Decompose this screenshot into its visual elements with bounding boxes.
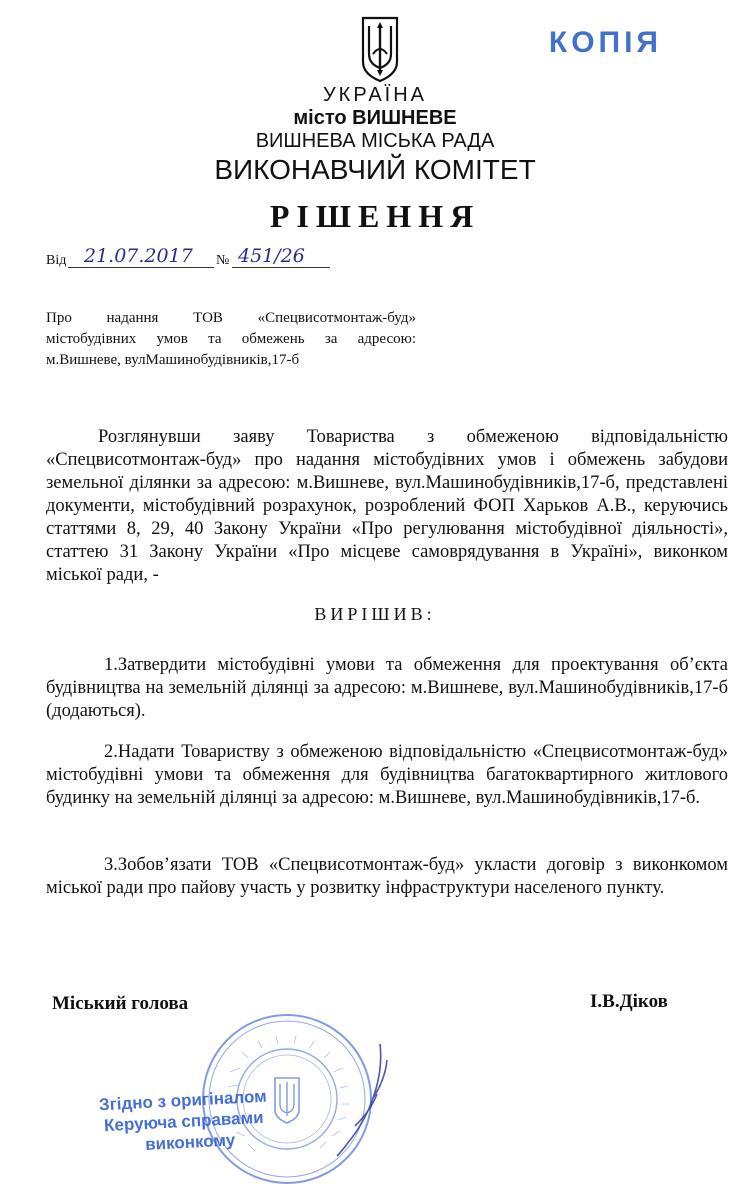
resolution-item-2: 2.Надати Товариству з обмеженою відповідальністю «Спецвисотмонтаж-буд» містобудівні умови та обмеження для будівництва багатоквартирного житлового будинку на земельній ділянці за адресою: м.Вишневе, вул.Машинобудівників,17-б. <box>46 742 728 808</box>
certification-stamp <box>98 1086 269 1158</box>
signature-icon <box>325 1040 395 1160</box>
preamble-paragraph: Розглянувши заяву Товариства з обмеженою відповідальністю «Спецвисотмонтаж-буд» про надання містобудівних умов і обмежень забудови земельної ділянки за адресою: м.Вишневе, вул.Машинобудівників,17-б, представлені документи, містобудівний розрахунок, розроблений ФОП Харьков А.В., керуючись статтями 8, 29, 40 Закону України «Про регулювання містобудівної діяльності», статтею 31 Закону України «Про місцеве самоврядування в Україні», виконком міської ради, - <box>46 427 728 585</box>
certification-line: виконкому <box>144 1130 236 1155</box>
trident-emblem-icon <box>355 14 405 84</box>
subject-block <box>46 308 416 371</box>
certification-line: Керуюча справами <box>103 1107 265 1136</box>
resolution-item-3: 3.Зобов’язати ТОВ «Спецвисотмонтаж-буд» укласти договір з виконкомом міської ради про пайову участь у розвитку інфраструктури населеного пункту. <box>46 855 728 898</box>
certification-line: Згідно з оригіналом <box>98 1086 268 1115</box>
subject-line: містобудівних умов та обмежень за адресою: <box>46 331 416 347</box>
copy-stamp: КОПІЯ <box>548 26 662 59</box>
date-value: 21.07.2017 <box>84 245 193 267</box>
country-name: УКРАЇНА <box>322 84 428 106</box>
city-name: місто ВИШНЕВЕ <box>293 107 457 129</box>
subject-line: Про надання ТОВ «Спецвисотмонтаж-буд» <box>46 310 416 326</box>
number-field <box>232 245 330 268</box>
subject-line: м.Вишневе, вулМашинобудівників,17-б <box>46 352 300 368</box>
document-type: РІШЕННЯ <box>269 198 481 234</box>
mayor-title: Міський голова <box>52 993 189 1014</box>
council-name: ВИШНЕВА МІСЬКА РАДА <box>255 130 495 152</box>
mayor-name: І.В.Діков <box>590 991 668 1012</box>
number-value: 451/26 <box>238 245 305 267</box>
date-field <box>68 245 214 268</box>
date-label: Від <box>46 253 67 268</box>
resolution-item-1: 1.Затвердити містобудівні умови та обмеження для проектування об’єкта будівництва на земельній ділянці за адресою: м.Вишневе, вул.Машинобудівників,17-б (додаються). <box>46 655 728 721</box>
number-label: № <box>216 253 230 268</box>
resolved-heading: ВИРІШИВ: <box>314 604 436 624</box>
committee-name: ВИКОНАВЧИЙ КОМІТЕТ <box>214 154 536 185</box>
